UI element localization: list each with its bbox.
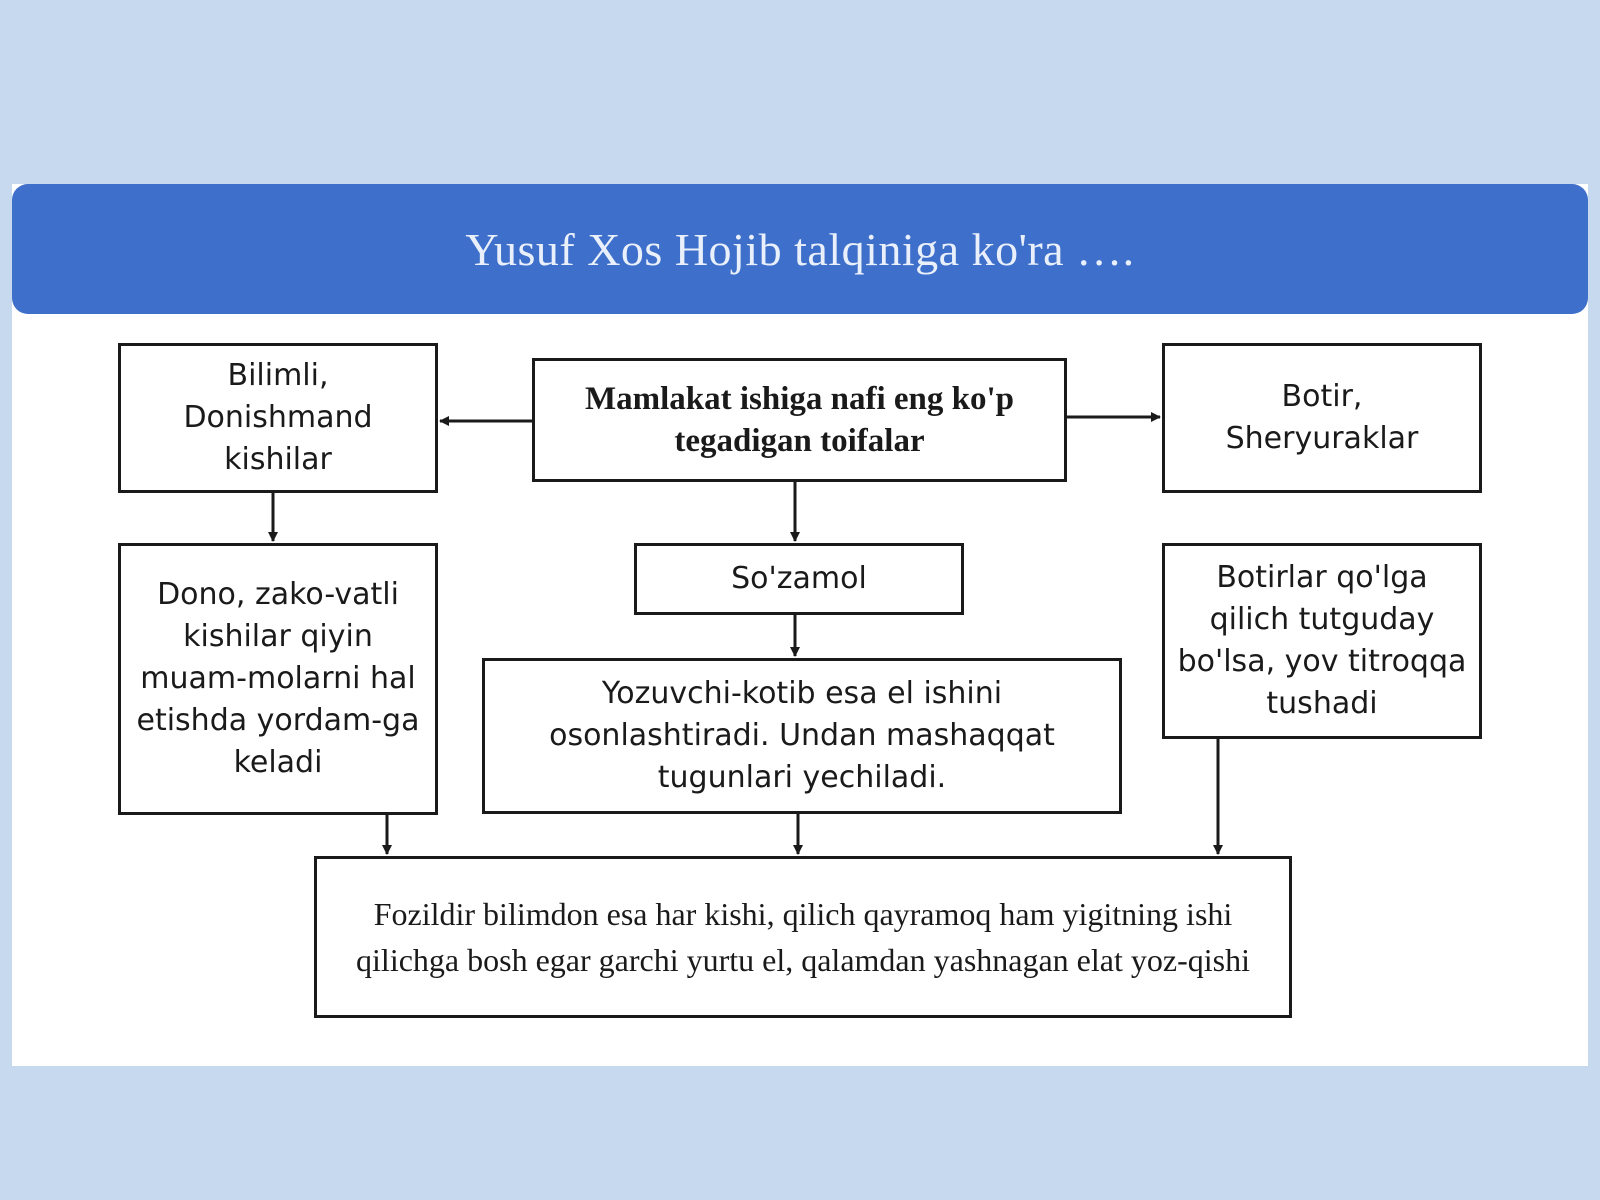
slide-title: Yusuf Xos Hojib talqiniga ko'ra …. (465, 223, 1135, 275)
node-center (532, 358, 1067, 482)
node-right-top-text: Botir, Sheryuraklar (1225, 379, 1419, 456)
node-bottom (314, 856, 1292, 1018)
node-center-mid-text: So'zamol (731, 561, 867, 596)
node-left-top (118, 343, 438, 493)
node-left-top-text: Bilimli, Donishmand kishilar (183, 358, 373, 477)
node-center-text: Mamlakat ishiga nafi eng ko'p tegadigan toifalar (584, 381, 1015, 459)
node-right-mid-text: Botirlar qo'lga qilich tutguday bo'lsa, yov titroqqa tushadi (1177, 560, 1467, 721)
node-left-mid-text: Dono, zako-vatli kishilar qiyin muam-molarni hal etishda yordam-ga keladi (136, 577, 420, 780)
node-center-mid (634, 543, 964, 615)
node-center-low (482, 658, 1122, 814)
title-bar (12, 184, 1588, 314)
node-left-mid (118, 543, 438, 815)
node-right-top (1162, 343, 1482, 493)
node-right-mid (1162, 543, 1482, 739)
node-bottom-text: Fozildir bilimdon esa har kishi, qilich qayramoq ham yigitning ishi qilichga bosh egar garchi yurtu el, qalamdan yashnagan elat yoz-qishi (356, 896, 1250, 978)
node-center-low-text: Yozuvchi-kotib esa el ishini osonlashtiradi. Undan mashaqqat tugunlari yechiladi. (549, 676, 1055, 795)
